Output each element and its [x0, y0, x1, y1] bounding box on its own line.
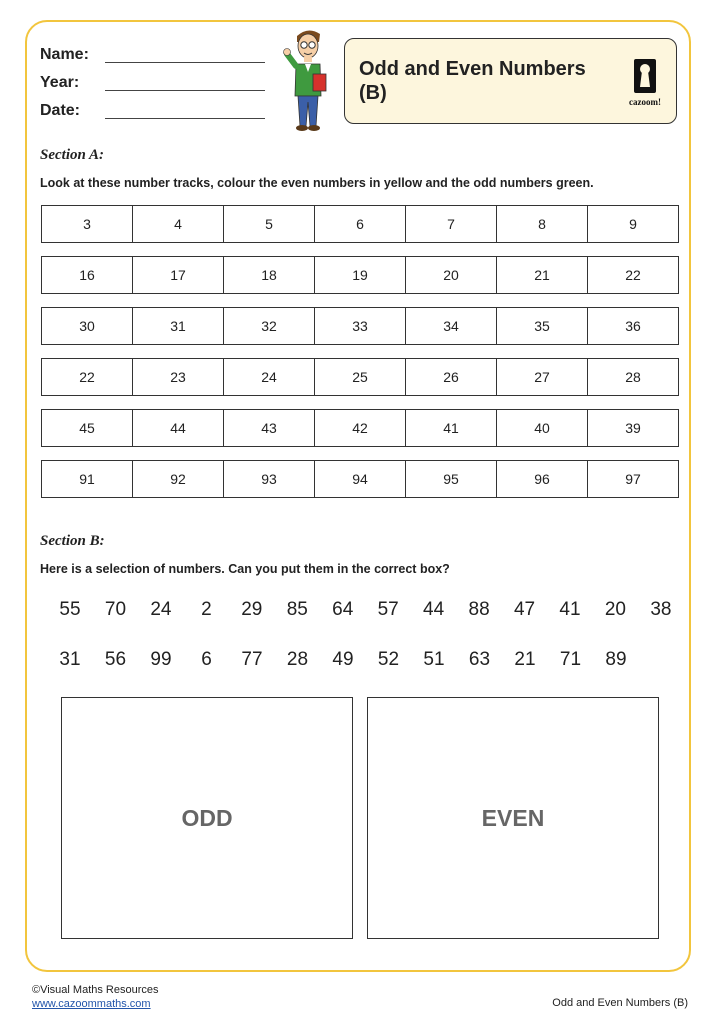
track-cell[interactable]: 23	[133, 359, 224, 395]
track-cell[interactable]: 6	[315, 206, 406, 242]
selection-number: 2	[201, 599, 212, 620]
selection-number: 63	[468, 649, 491, 670]
selection-number: 20	[604, 599, 626, 620]
track-cell[interactable]: 19	[315, 257, 406, 293]
track-cell[interactable]: 95	[406, 461, 497, 497]
selection-number: 70	[104, 599, 127, 620]
track-cell[interactable]: 21	[497, 257, 588, 293]
cazoom-logo	[622, 55, 668, 111]
track-cell[interactable]: 27	[497, 359, 588, 395]
track-cell[interactable]: 8	[497, 206, 588, 242]
number-selection-row-1	[48, 599, 683, 621]
name-label: Name:	[40, 46, 89, 63]
track-cell[interactable]: 42	[315, 410, 406, 446]
track-cell[interactable]: 44	[133, 410, 224, 446]
selection-number: 44	[423, 599, 445, 620]
odd-box-label: ODD	[181, 804, 233, 831]
track-cell[interactable]: 34	[406, 308, 497, 344]
name-line[interactable]	[105, 62, 265, 63]
selection-number: 64	[332, 599, 354, 620]
track-cell[interactable]: 96	[497, 461, 588, 497]
selection-number: 6	[201, 649, 212, 670]
number-track	[41, 256, 679, 294]
selection-number: 55	[59, 599, 81, 620]
selection-number: 77	[241, 649, 263, 670]
number-track	[41, 460, 679, 498]
selection-number: 71	[559, 649, 582, 670]
selection-number: 51	[423, 649, 445, 670]
worksheet-title: Odd and Even Numbers (B)	[359, 58, 586, 104]
track-cell[interactable]: 43	[224, 410, 315, 446]
footer-copyright: ©Visual Maths Resources	[32, 984, 159, 996]
track-cell[interactable]: 25	[315, 359, 406, 395]
date-label: Date:	[40, 102, 81, 119]
selection-number: 28	[286, 649, 309, 670]
track-cell[interactable]: 39	[625, 420, 641, 436]
track-cell[interactable]: 20	[406, 257, 497, 293]
track-cell[interactable]: 5	[224, 206, 315, 242]
track-cell[interactable]: 3	[42, 206, 133, 242]
number-track	[41, 409, 679, 447]
footer-doc-title: Odd and Even Numbers (B)	[552, 997, 688, 1009]
year-line[interactable]	[105, 90, 265, 91]
number-track	[41, 358, 679, 396]
selection-number: 88	[468, 599, 490, 620]
track-cell[interactable]: 26	[406, 359, 497, 395]
selection-number: 29	[241, 599, 263, 620]
track-cell[interactable]: 30	[42, 308, 133, 344]
selection-number: 57	[377, 599, 399, 620]
track-cell[interactable]: 33	[315, 308, 406, 344]
logo-text: cazoom!	[629, 97, 661, 107]
track-cell[interactable]: 32	[224, 308, 315, 344]
section-a-heading: Section A:	[40, 147, 105, 163]
teacher-illustration	[283, 26, 333, 134]
track-cell[interactable]: 93	[224, 461, 315, 497]
odd-box[interactable]	[61, 697, 353, 939]
track-cell[interactable]: 31	[133, 308, 224, 344]
date-line[interactable]	[105, 118, 265, 119]
track-cell[interactable]: 94	[315, 461, 406, 497]
track-cell[interactable]: 22	[625, 267, 641, 283]
selection-number: 56	[104, 649, 127, 670]
selection-number: 47	[513, 599, 536, 620]
track-cell[interactable]: 41	[406, 410, 497, 446]
track-cell[interactable]: 91	[42, 461, 133, 497]
keyhole-icon	[622, 55, 668, 97]
section-b-instruction: Here is a selection of numbers. Can you put them in the correct box?	[40, 562, 450, 576]
footer-website-link[interactable]: www.cazoommaths.com	[32, 998, 151, 1010]
section-a-instruction: Look at these number tracks, colour the even numbers in yellow and the odd numbers green.	[40, 176, 594, 190]
track-cell[interactable]: 4	[133, 206, 224, 242]
selection-number: 52	[377, 649, 400, 670]
selection-number: 21	[514, 649, 536, 670]
track-cell[interactable]: 92	[133, 461, 224, 497]
section-b-heading: Section B:	[40, 533, 105, 549]
selection-number: 38	[650, 599, 672, 620]
selection-number: 41	[559, 599, 581, 620]
even-box-label: EVEN	[481, 804, 545, 831]
track-cell[interactable]: 18	[224, 257, 315, 293]
title-box	[344, 38, 677, 124]
selection-number: 89	[605, 649, 627, 670]
track-cell[interactable]: 16	[42, 257, 133, 293]
number-track	[41, 307, 679, 345]
year-label: Year:	[40, 74, 80, 91]
number-selection-row-2	[48, 649, 638, 671]
selection-number: 49	[332, 649, 354, 670]
track-cell[interactable]: 22	[42, 359, 133, 395]
track-cell[interactable]: 45	[42, 410, 133, 446]
track-cell[interactable]: 97	[625, 471, 641, 487]
even-box[interactable]	[367, 697, 659, 939]
selection-number: 24	[150, 599, 172, 620]
track-cell[interactable]: 40	[497, 410, 588, 446]
number-track	[41, 205, 679, 243]
track-cell[interactable]: 7	[406, 206, 497, 242]
track-cell[interactable]: 35	[497, 308, 588, 344]
track-cell[interactable]: 9	[629, 216, 637, 232]
track-cell[interactable]: 28	[625, 369, 641, 385]
selection-number: 31	[59, 649, 81, 670]
track-cell[interactable]: 36	[625, 318, 641, 334]
selection-number: 99	[150, 649, 172, 670]
track-cell[interactable]: 24	[224, 359, 315, 395]
track-cell[interactable]: 17	[133, 257, 224, 293]
selection-number: 85	[286, 599, 308, 620]
